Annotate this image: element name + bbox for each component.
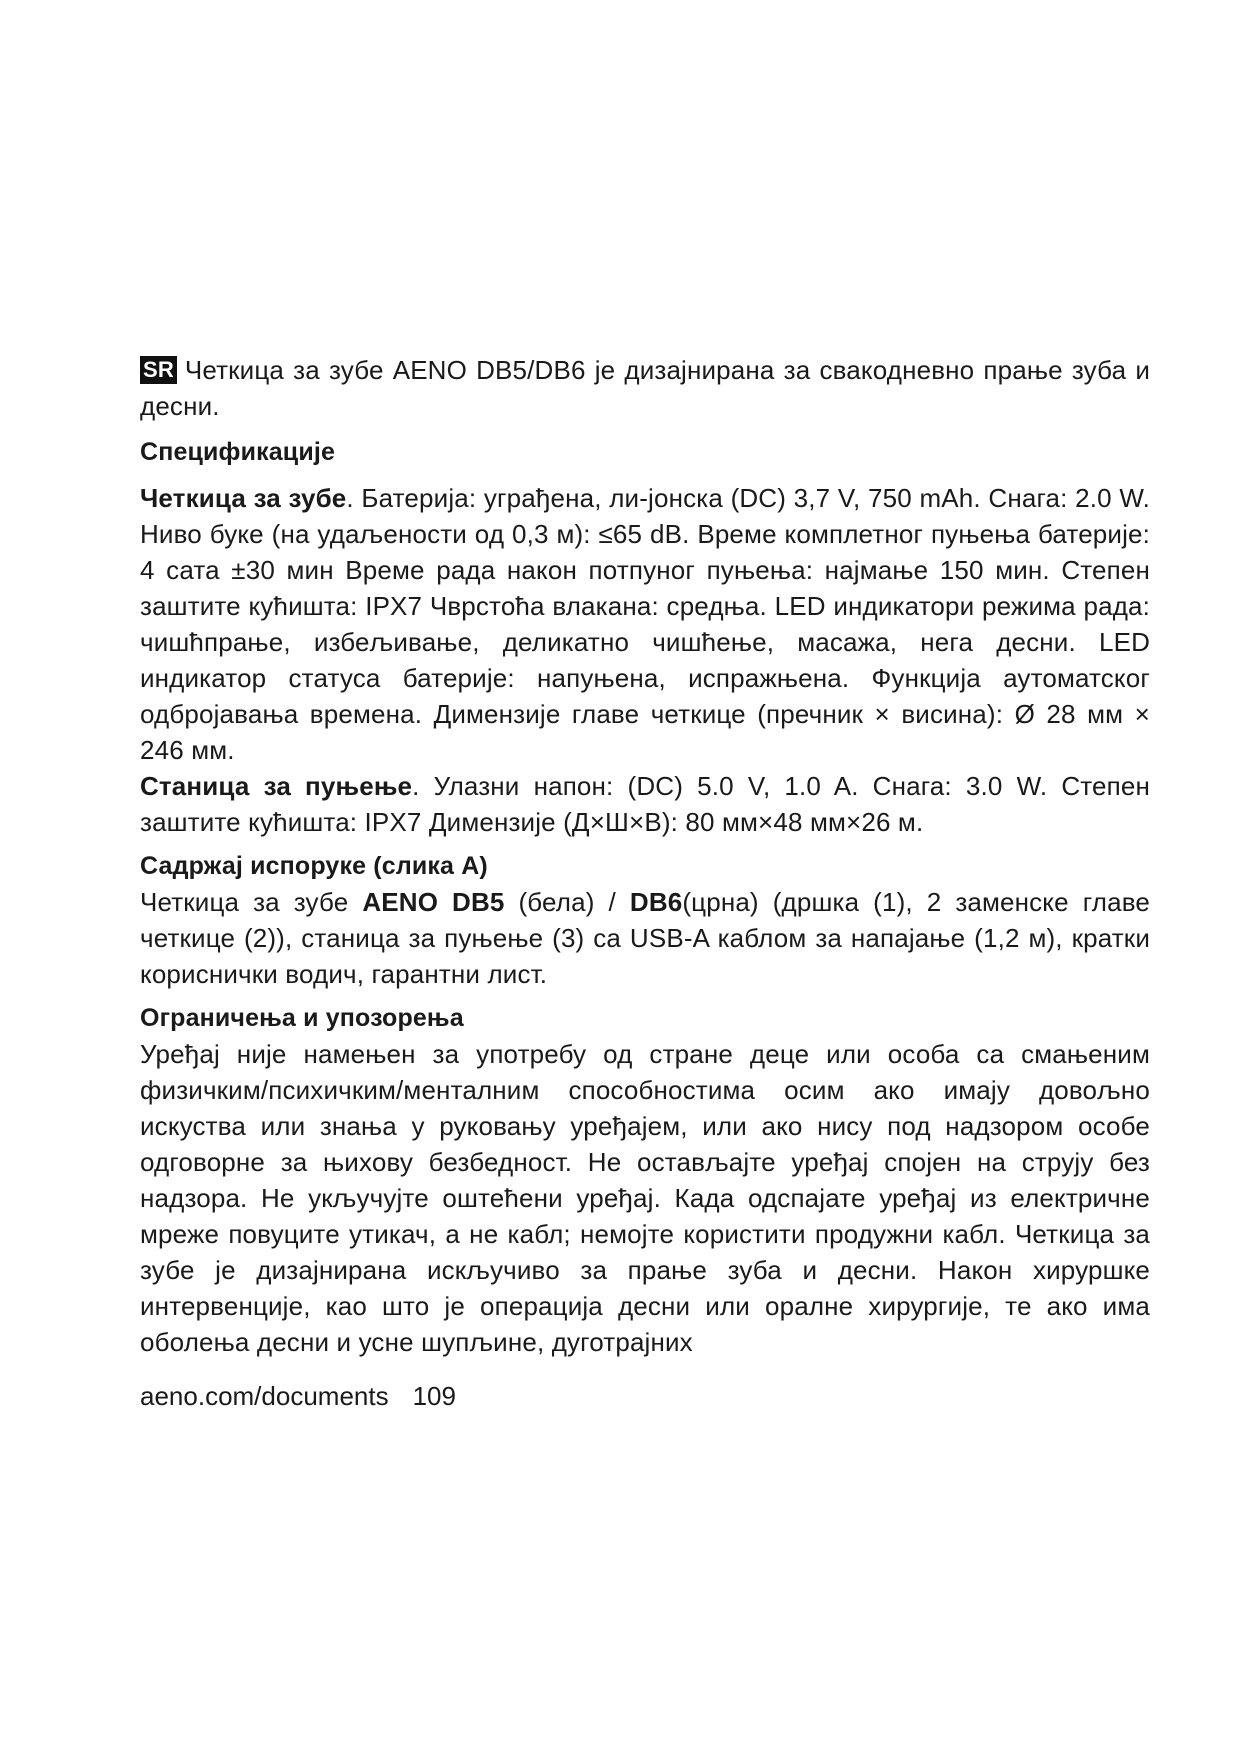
station-spec-label: Станица за пуњење — [140, 771, 413, 801]
warnings-heading: Ограничења и упозорења — [140, 1004, 464, 1032]
delivery-text-1: Четкица за зубе — [140, 887, 363, 917]
toothbrush-spec-label: Четкица за зубе — [140, 483, 347, 513]
delivery-heading: Садржај испоруке (слика А) — [140, 852, 488, 880]
intro-text: Четкица за зубе AENO DB5/DB6 је дизајнирана за свакодневно прање зуба и десни. — [140, 355, 1150, 421]
page-number: 109 — [412, 1381, 456, 1411]
warnings-paragraph: Уређај није намењен за употребу од стране деце или особа са смањеним физичким/психичким/менталним способностима осим ако имају довољно искуства или знања у руковању уређајем, или ако нису под надзором особе одговорне за њихову безбедност. Не остављајте уређај спојен на струју без надзора. Не укључујте оштећени уређај. Када одспајате уређај из електричне мреже повуците утикач, а не кабл; немојте користити продужни кабл. Четкица за зубе је дизајнирана искључиво за прање зуба и десни. Након хируршке интервенције, као што је операција десни или оралне хирургије, те ако има оболења десни и усне шупљине, дуготрајних — [140, 1039, 1150, 1357]
intro-paragraph — [140, 352, 1150, 424]
delivery-paragraph — [140, 884, 1150, 992]
delivery-text-3: (црна) (дршка (1), 2 заменске главе четкице (2)), станица за пуњење (3) са USB-A каблом за напајање (1,2 м), кратки кориснички водич, гарантни лист. — [140, 887, 1150, 989]
documents-url: aeno.com/documents — [140, 1381, 389, 1411]
language-badge: SR — [140, 356, 177, 384]
toothbrush-spec-text: . Батерија: уграђена, ли-јонска (DC) 3,7 V, 750 mAh. Снага: 2.0 W. Ниво буке (на удаљености од 0,3 м): ≤65 dB. Време комплетног пуњења батерије: 4 сата ±30 мин Време рада након потпуног пуњења: најмање 150 мин. Степен заштите кућишта: IPX7 Чврстоћа влакана: средња. LED индикатори режима рада: чишћпрање, избељивање, деликатно чишћење, масажа, нега десни. LED индикатор статуса батерије: напуњена, испражњена. Функција аутоматског одбројавања времена. Димензије главе четкице (пречник × висина): Ø 28 мм × 246 мм. — [140, 483, 1150, 765]
page-footer — [140, 1378, 456, 1414]
delivery-model-2: DB6 — [629, 887, 683, 917]
specifications-heading: Спецификације — [140, 438, 335, 466]
page-content — [140, 352, 1150, 1360]
toothbrush-spec-paragraph — [140, 480, 1150, 768]
delivery-model-1: AENO DB5 — [362, 887, 505, 917]
station-spec-text: . Улазни напон: (DC) 5.0 V, 1.0 A. Снага: 3.0 W. Степен заштите кућишта: IPX7 Димензије (Д×Ш×В): 80 мм×48 мм×26 м. — [140, 771, 1150, 837]
station-spec-paragraph — [140, 768, 1150, 840]
delivery-text-2: (бела) / — [504, 887, 630, 917]
